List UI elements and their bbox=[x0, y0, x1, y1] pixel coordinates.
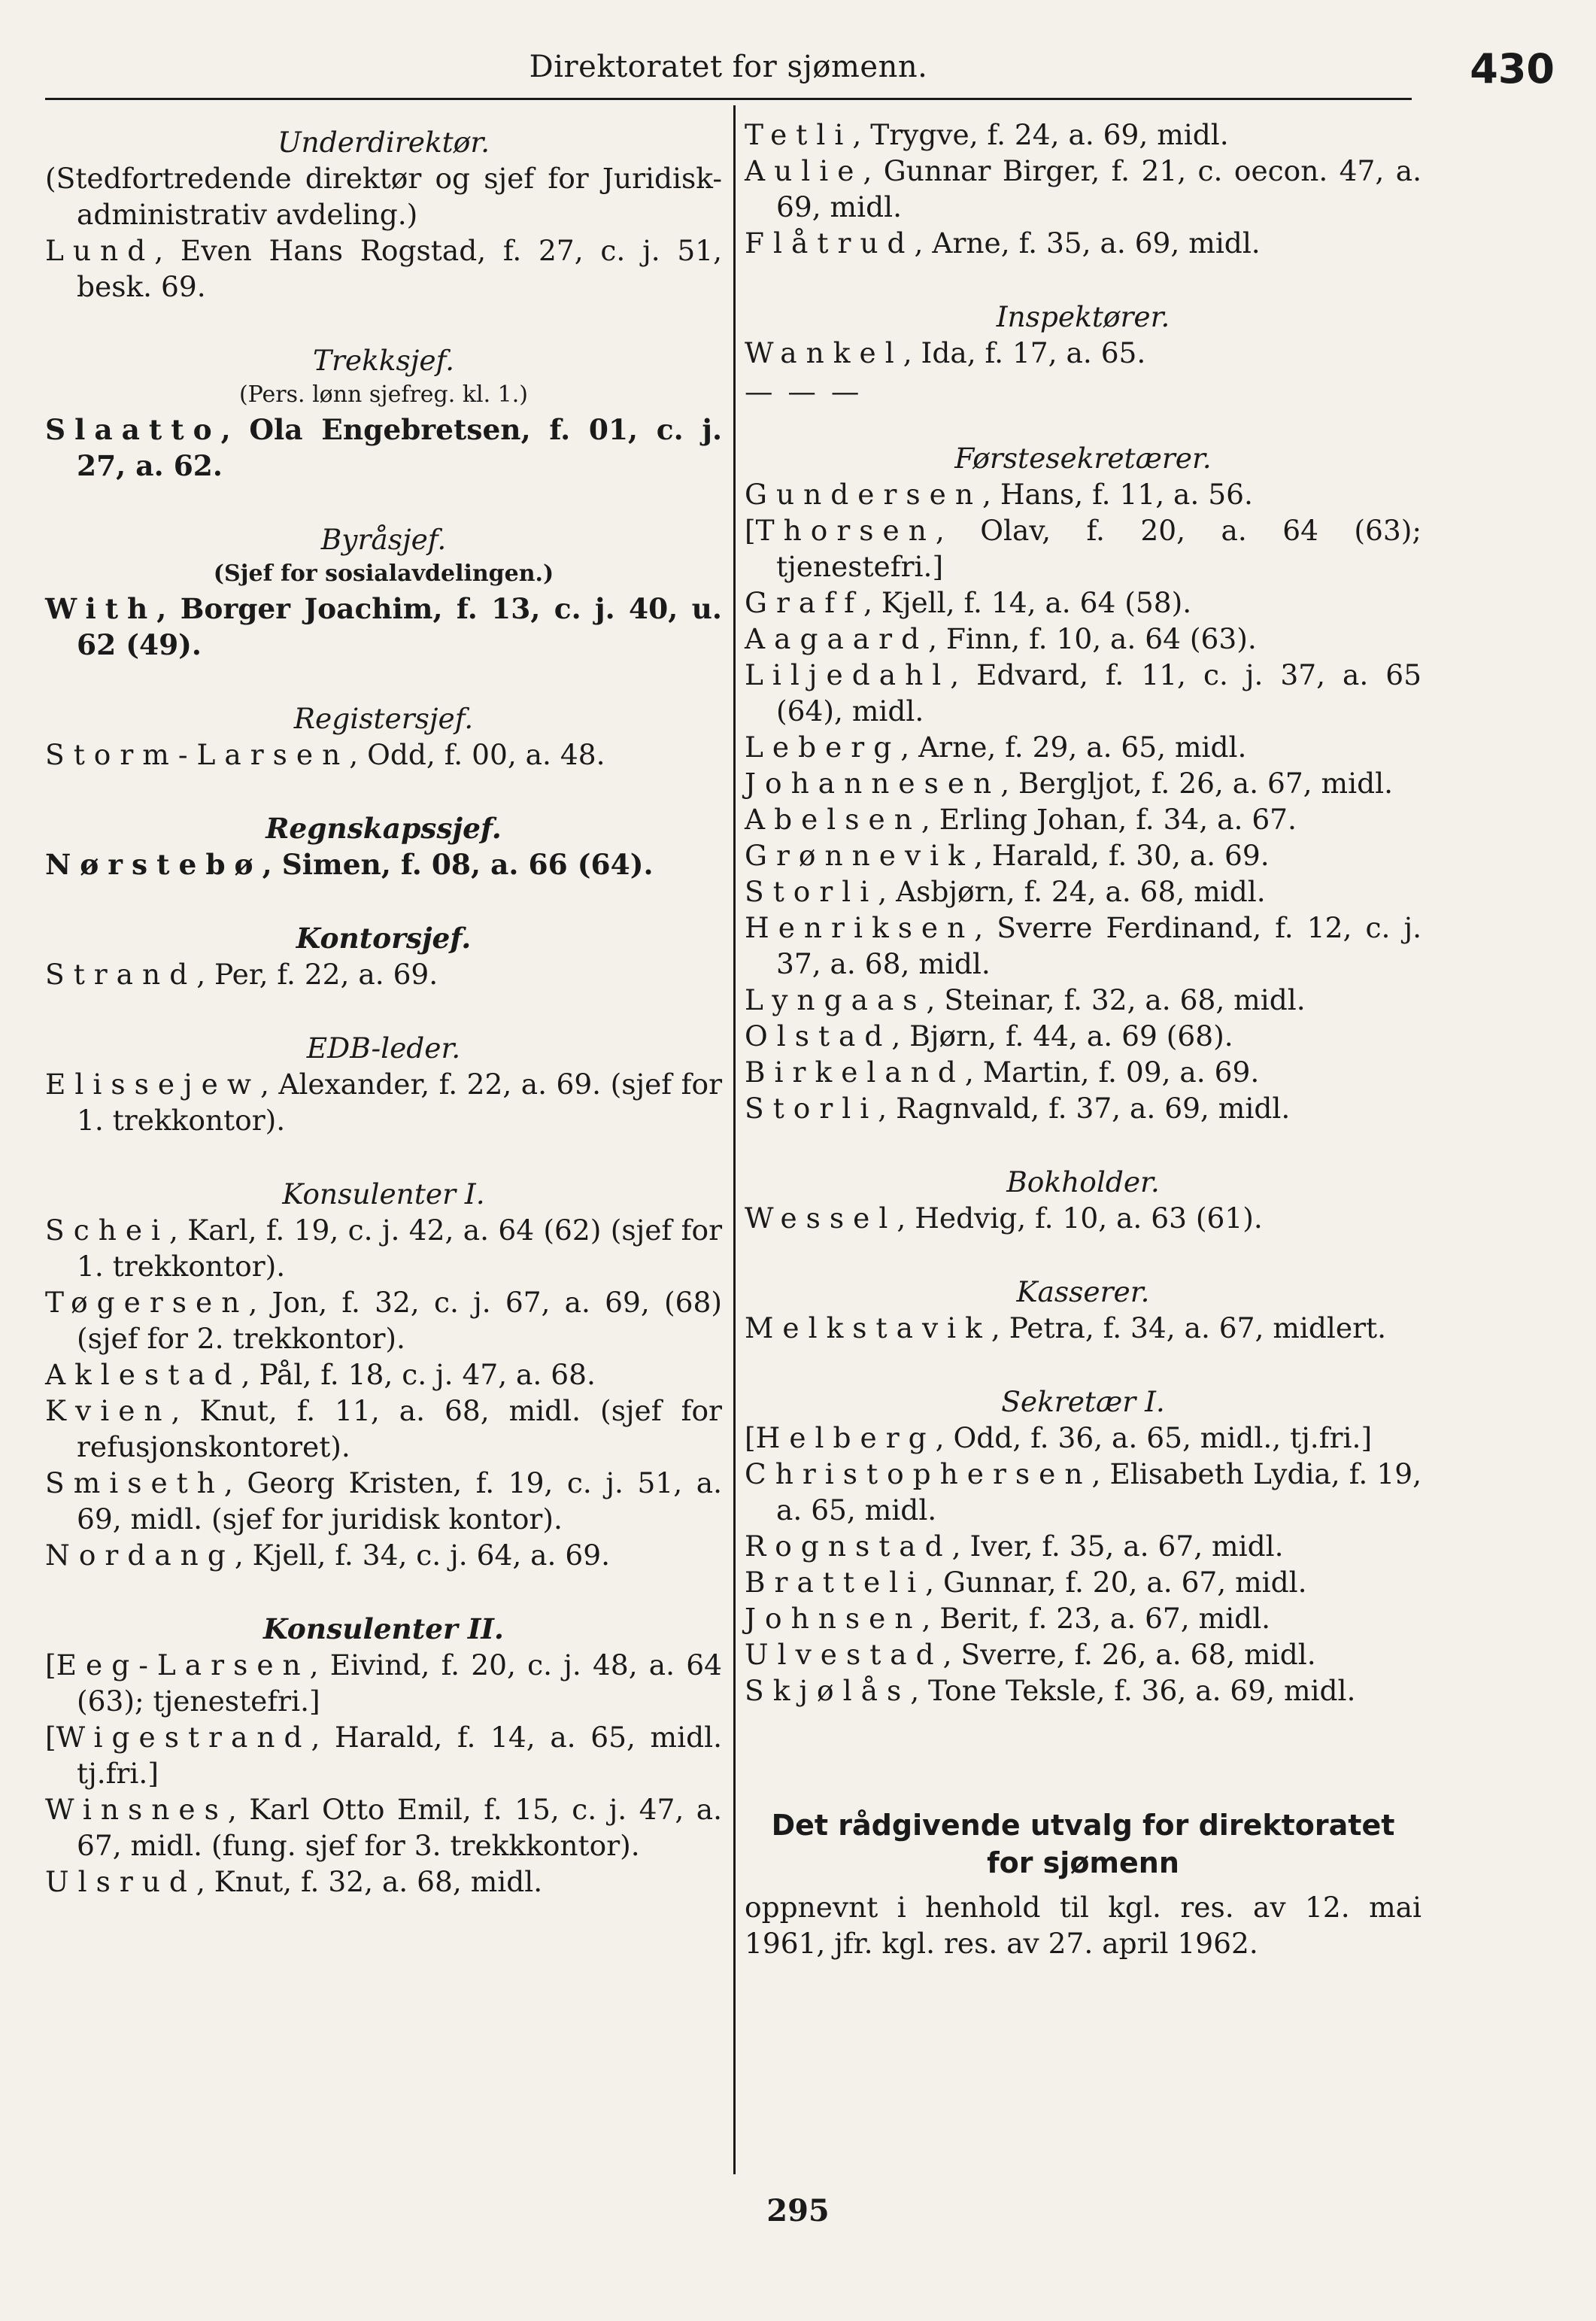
council-text: oppnevnt i henhold til kgl. res. av 12. mai 1961, jfr. kgl. res. av 27. april 1962. bbox=[745, 1891, 1422, 1960]
section-note: (Pers. lønn sjefreg. kl. 1.) bbox=[238, 381, 529, 408]
entry bbox=[745, 1200, 1422, 1236]
entry bbox=[45, 737, 722, 773]
entry-details: , Elisabeth Lydia, f. 19, a. 65, midl. bbox=[776, 1457, 1422, 1527]
entry-bracket: [ bbox=[745, 1421, 756, 1454]
entry-name: Storm-Larsen bbox=[45, 738, 350, 771]
entry-name: Grønnevik bbox=[745, 839, 974, 872]
section-note: (Sjef for sosialavdelingen.) bbox=[213, 561, 554, 587]
entry-name: Graff bbox=[745, 586, 863, 619]
entry-name: Abelsen bbox=[745, 803, 921, 836]
running-title: Direktoratet for sjømenn. bbox=[529, 50, 928, 84]
page-header bbox=[45, 45, 1555, 100]
entry-bracket: [ bbox=[45, 1721, 56, 1754]
entry bbox=[745, 873, 1422, 910]
entry-name: Flåtrud bbox=[745, 226, 915, 260]
entry-name: Slaatto bbox=[45, 413, 221, 446]
entry bbox=[45, 1066, 722, 1138]
entry-details: , Per, f. 22, a. 69. bbox=[196, 958, 438, 991]
entry bbox=[45, 846, 722, 883]
entry bbox=[45, 1647, 722, 1719]
entry-name: Helberg bbox=[755, 1421, 936, 1454]
entry-name: Lyngaas bbox=[745, 983, 927, 1016]
entry-name: Nørstebø bbox=[45, 848, 262, 881]
entry-name: Thorsen bbox=[755, 514, 936, 547]
entry-details: , Ida, f. 17, a. 65. bbox=[903, 336, 1146, 369]
entry bbox=[745, 1054, 1422, 1090]
entry-name: Liljedahl bbox=[745, 658, 951, 691]
entry-details: , Bergljot, f. 26, a. 67, midl. bbox=[1000, 767, 1393, 800]
entry bbox=[745, 1528, 1422, 1564]
entry-name: Storli bbox=[745, 875, 878, 908]
entry bbox=[745, 1672, 1422, 1709]
entry bbox=[45, 1864, 722, 1900]
entry-details: , Knut, f. 32, a. 68, midl. bbox=[196, 1865, 543, 1898]
entry-name: Gundersen bbox=[745, 478, 982, 511]
section-heading: Førstesekretærer. bbox=[954, 442, 1212, 475]
entry-details: , Gunnar, f. 20, a. 67, midl. bbox=[925, 1566, 1307, 1599]
entry bbox=[745, 1456, 1422, 1528]
section-heading: Trekksjef. bbox=[312, 344, 455, 377]
entry-details: , Finn, f. 10, a. 64 (63). bbox=[928, 622, 1257, 655]
entry bbox=[745, 837, 1422, 873]
entry-details: , Petra, f. 34, a. 67, midlert. bbox=[991, 1311, 1387, 1344]
section-heading: Konsulenter I. bbox=[282, 1177, 485, 1211]
entry bbox=[45, 1465, 722, 1537]
entry bbox=[45, 232, 722, 305]
entry-name: Lund bbox=[45, 234, 155, 267]
entry-details: , Even Hans Rogstad, f. 27, c. j. 51, besk. 69. bbox=[77, 234, 722, 303]
entry-details: , Odd, f. 00, a. 48. bbox=[349, 738, 605, 771]
entry-name: Tetli bbox=[745, 118, 853, 151]
entry bbox=[745, 657, 1422, 729]
entry-name: Aagaard bbox=[745, 622, 929, 655]
section-heading: EDB-leder. bbox=[306, 1031, 461, 1065]
entry bbox=[745, 1636, 1422, 1672]
entry-details: , Arne, f. 35, a. 69, midl. bbox=[914, 226, 1261, 260]
entry bbox=[45, 956, 722, 992]
section-heading: Kasserer. bbox=[1016, 1275, 1150, 1308]
entry-name: Melkstavik bbox=[745, 1311, 991, 1344]
entry bbox=[45, 1356, 722, 1393]
entry-details: , Erling Johan, f. 34, a. 67. bbox=[921, 803, 1297, 836]
section-heading: Byråsjef. bbox=[320, 523, 447, 556]
entry-details: , Knut, f. 11, a. 68, midl. (sjef for refusjonskontoret). bbox=[77, 1394, 722, 1463]
entry bbox=[745, 1310, 1422, 1346]
entry bbox=[745, 1090, 1422, 1126]
entry-details: , Olav, f. 20, a. 64 (63); tjenestefri.] bbox=[776, 514, 1422, 583]
entry bbox=[45, 1284, 722, 1356]
entry-name: Ulsrud bbox=[45, 1865, 196, 1898]
entry-name: Skjølås bbox=[745, 1674, 911, 1707]
entry bbox=[745, 512, 1422, 585]
entry-name: Henriksen bbox=[745, 911, 975, 944]
entry-details: , Harald, f. 14, a. 65, midl. tj.fri.] bbox=[77, 1721, 722, 1790]
entry bbox=[745, 982, 1422, 1018]
entry-name: Johnsen bbox=[745, 1602, 922, 1635]
entry-name: Elissejew bbox=[45, 1068, 260, 1101]
entry-name: Birkeland bbox=[745, 1056, 965, 1089]
entry-details: , Hedvig, f. 10, a. 63 (61). bbox=[897, 1202, 1263, 1235]
entry-name: Wessel bbox=[745, 1202, 897, 1235]
entry bbox=[745, 117, 1422, 153]
entry-bracket: [ bbox=[45, 1648, 56, 1682]
entry bbox=[745, 729, 1422, 765]
entry-details: , Bjørn, f. 44, a. 69 (68). bbox=[891, 1019, 1233, 1053]
entry-details: , Arne, f. 29, a. 65, midl. bbox=[900, 731, 1247, 764]
entry-name: Wigestrand bbox=[56, 1721, 311, 1754]
entry bbox=[45, 591, 722, 663]
entry-bracket: [ bbox=[745, 514, 756, 547]
footer-page-number: 295 bbox=[766, 2193, 830, 2228]
entry bbox=[745, 765, 1422, 801]
entry-details: , Trygve, f. 24, a. 69, midl. bbox=[852, 118, 1229, 151]
entry-details: , Pål, f. 18, c. j. 47, a. 68. bbox=[241, 1358, 596, 1391]
entry-name: Aklestad bbox=[45, 1358, 241, 1391]
entry-name: Kvien bbox=[45, 1394, 171, 1427]
entry-details: , Borger Joachim, f. 13, c. j. 40, u. 62 (49). bbox=[77, 592, 722, 661]
section-heading: Konsulenter II. bbox=[263, 1612, 504, 1645]
entry-details: , Georg Kristen, f. 19, c. j. 51, a. 69, midl. (sjef for juridisk kontor). bbox=[77, 1466, 722, 1536]
section-heading: Sekretær I. bbox=[1001, 1385, 1165, 1418]
section-heading: Kontorsjef. bbox=[296, 922, 472, 955]
entry-name: Bratteli bbox=[745, 1566, 926, 1599]
entry-details: , Ragnvald, f. 37, a. 69, midl. bbox=[878, 1092, 1291, 1125]
entry-details: , Edvard, f. 11, c. j. 37, a. 65 (64), midl. bbox=[776, 658, 1422, 728]
entry bbox=[45, 1719, 722, 1791]
entry bbox=[745, 225, 1422, 261]
section-heading: Regnskapssjef. bbox=[265, 812, 502, 845]
entry bbox=[745, 476, 1422, 512]
entry-details: , Harald, f. 30, a. 69. bbox=[973, 839, 1270, 872]
entry-details: , Eivind, f. 20, c. j. 48, a. 64 (63); tjenestefri.] bbox=[77, 1648, 722, 1718]
entry bbox=[745, 1420, 1422, 1456]
page-number: 430 bbox=[1470, 45, 1555, 93]
entry bbox=[45, 1393, 722, 1465]
entry-name: Strand bbox=[45, 958, 197, 991]
entry-details: , Kjell, f. 14, a. 64 (58). bbox=[863, 586, 1192, 619]
entry bbox=[745, 585, 1422, 621]
entry bbox=[745, 801, 1422, 837]
entry bbox=[745, 910, 1422, 982]
entry bbox=[45, 1212, 722, 1284]
section-heading: Inspektører. bbox=[996, 300, 1170, 333]
entry bbox=[745, 621, 1422, 657]
entry-details: , Steinar, f. 32, a. 68, midl. bbox=[926, 983, 1306, 1016]
entry-name: With bbox=[45, 592, 157, 625]
entry-name: Winsnes bbox=[45, 1793, 228, 1826]
entry-name: Aulie bbox=[745, 154, 863, 187]
entry-details: , Hans, f. 11, a. 56. bbox=[982, 478, 1253, 511]
entry-details: , Alexander, f. 22, a. 69. (sjef for 1. trekkontor). bbox=[77, 1068, 722, 1137]
entry bbox=[45, 1791, 722, 1864]
entry-name: Christophersen bbox=[745, 1457, 1092, 1490]
column-divider bbox=[733, 105, 736, 2174]
entry-details: , Kjell, f. 34, c. j. 64, a. 69. bbox=[234, 1539, 610, 1572]
entry bbox=[745, 1564, 1422, 1600]
entry-details: , Tone Teksle, f. 36, a. 69, midl. bbox=[910, 1674, 1356, 1707]
entry-name: Johannesen bbox=[745, 767, 1001, 800]
entry-details: , Martin, f. 09, a. 69. bbox=[964, 1056, 1260, 1089]
entry-name: Storli bbox=[745, 1092, 878, 1125]
left-column bbox=[45, 117, 722, 1900]
entry-details: , Karl, f. 19, c. j. 42, a. 64 (62) (sjef for 1. trekkontor). bbox=[77, 1214, 722, 1283]
entry bbox=[45, 1537, 722, 1573]
section-heading: Underdirektør. bbox=[277, 126, 490, 159]
entry-name: Leberg bbox=[745, 731, 901, 764]
separator-dashes: — — — bbox=[745, 375, 863, 408]
entry bbox=[745, 153, 1422, 225]
entry-name: Ulvestad bbox=[745, 1638, 943, 1671]
section-heading: Bokholder. bbox=[1006, 1165, 1160, 1198]
entry-name: Schei bbox=[45, 1214, 170, 1247]
right-column bbox=[745, 117, 1422, 1961]
entry-details: , Sverre Ferdinand, f. 12, c. j. 37, a. 68, midl. bbox=[776, 911, 1422, 980]
section-heading: Registersjef. bbox=[293, 702, 474, 735]
entry-name: Nordang bbox=[45, 1539, 235, 1572]
entry bbox=[745, 1018, 1422, 1054]
council-heading: Det rådgivende utvalg for direktoratet for sjømenn bbox=[771, 1809, 1395, 1879]
entry bbox=[745, 335, 1422, 371]
entry-name: Wankel bbox=[745, 336, 903, 369]
entry-name: Rognstad bbox=[745, 1530, 952, 1563]
entry bbox=[745, 1600, 1422, 1636]
entry-details: , Asbjørn, f. 24, a. 68, midl. bbox=[878, 875, 1266, 908]
entry-details: , Gunnar Birger, f. 21, c. oecon. 47, a. 69, midl. bbox=[776, 154, 1422, 223]
entry bbox=[45, 412, 722, 484]
entry-name: Eeg-Larsen bbox=[56, 1648, 310, 1682]
entry-details: , Odd, f. 36, a. 65, midl., tj.fri.] bbox=[935, 1421, 1373, 1454]
entry-details: , Karl Otto Emil, f. 15, c. j. 47, a. 67, midl. (fung. sjef for 3. trekkkontor). bbox=[77, 1793, 722, 1862]
entry-name: Tøgersen bbox=[45, 1286, 249, 1319]
entry-name: Smiseth bbox=[45, 1466, 224, 1499]
section-note: (Stedfortredende direktør og sjef for Juridisk-administrativ avdeling.) bbox=[45, 162, 722, 231]
entry-details: , Ola Engebretsen, f. 01, c. j. 27, a. 62. bbox=[77, 413, 722, 482]
entry-details: , Simen, f. 08, a. 66 (64). bbox=[262, 848, 654, 881]
entry-details: , Sverre, f. 26, a. 68, midl. bbox=[942, 1638, 1316, 1671]
entry-details: , Iver, f. 35, a. 67, midl. bbox=[951, 1530, 1284, 1563]
entry-details: , Berit, f. 23, a. 67, midl. bbox=[921, 1602, 1271, 1635]
entry-details: , Jon, f. 32, c. j. 67, a. 69, (68) (sjef for 2. trekkontor). bbox=[77, 1286, 722, 1355]
entry-name: Olstad bbox=[745, 1019, 892, 1053]
